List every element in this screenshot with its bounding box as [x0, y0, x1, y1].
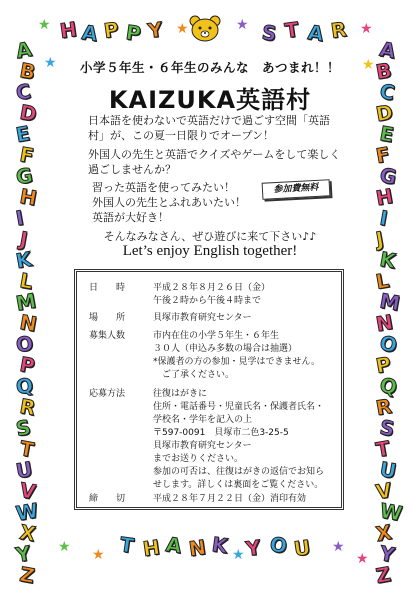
border-letter: A: [80, 20, 100, 46]
border-letter: Q: [14, 372, 35, 400]
border-letter: A: [14, 36, 34, 64]
star-icon: ★: [232, 547, 245, 563]
border-letter: C: [14, 78, 33, 106]
border-letter: N: [187, 534, 208, 562]
border-letter: Y: [378, 540, 397, 568]
border-letter: V: [374, 477, 394, 505]
invitation-text: そんなみなさん、ぜひ遊びに来て下さい♪♪: [103, 230, 317, 243]
border-letter: T: [18, 435, 36, 463]
border-letter: D: [18, 99, 39, 127]
border-letter: G: [378, 162, 399, 190]
border-letter: L: [18, 268, 35, 294]
star-icon: ★: [332, 539, 345, 555]
info-line: 午後２時から午後４時まで: [153, 296, 262, 306]
border-letter: K: [210, 532, 230, 558]
info-line: 往復はがきに: [153, 389, 208, 399]
info-line: 平成２８年８月２６日（金）: [153, 283, 271, 293]
star-icon: ★: [92, 547, 105, 563]
info-label: 応募方法: [89, 389, 126, 399]
border-letter: U: [292, 534, 312, 562]
border-letter: W: [14, 498, 40, 526]
border-letter: O: [14, 330, 35, 358]
border-letter: H: [374, 183, 395, 211]
border-letter: U: [14, 456, 35, 484]
info-line: 市内在住の小学５年生・６年生: [153, 331, 280, 341]
info-line: 〒597-0091 貝塚市二色3-25-5: [153, 428, 289, 438]
border-letter: Q: [378, 372, 399, 400]
border-letter: Y: [244, 535, 263, 561]
border-letter: C: [378, 78, 397, 106]
info-line: *保護者の方の参加・見学はできません。: [153, 357, 321, 367]
bear-face-icon: [188, 14, 222, 42]
star-icon: ★: [58, 539, 71, 555]
bullet-list: [92, 180, 246, 225]
border-letter: R: [329, 17, 349, 43]
border-letter: F: [18, 141, 36, 169]
border-letter: T: [374, 435, 392, 463]
border-letter: A: [378, 36, 398, 64]
info-line: 平成２８年７月２２日（金）消印有効: [153, 494, 307, 504]
border-letter: N: [374, 309, 395, 337]
border-letter: P: [124, 20, 143, 46]
border-letter: H: [141, 534, 162, 562]
info-label: 募集人数: [89, 331, 126, 341]
border-letter: S: [14, 414, 33, 442]
subtitle: 小学５年生・６年生のみんな あつまれ！！: [79, 60, 340, 75]
info-line: までお送りください。: [153, 454, 244, 464]
info-line: ご了承ください。: [153, 370, 235, 380]
border-letter: N: [18, 309, 39, 337]
info-value: [153, 330, 345, 382]
star-icon: ★: [38, 17, 51, 33]
star-icon: ★: [356, 551, 369, 567]
info-label: 場 所: [89, 313, 126, 323]
border-letter: V: [18, 477, 38, 505]
border-letter: L: [374, 268, 391, 294]
border-letter: X: [18, 519, 38, 547]
border-letter: S: [260, 20, 279, 46]
border-letter: O: [268, 531, 289, 559]
info-line: 住所・電話番号・児童氏名・保護者氏名・: [153, 402, 325, 412]
intro-paragraph-2: 外国人の先生と英語でクイズやゲームをして楽しく過ごしませんか？: [88, 148, 341, 176]
border-letter: E: [14, 120, 32, 148]
border-letter: H: [58, 16, 79, 44]
border-letter: H: [18, 183, 39, 211]
border-letter: Y: [14, 540, 33, 568]
border-letter: Z: [374, 561, 393, 589]
bullet-item: 習った英語を使ってみたい！: [92, 181, 235, 194]
star-icon: ★: [362, 57, 375, 73]
info-value: [153, 493, 345, 506]
border-letter: P: [18, 351, 37, 379]
border-letter: A: [306, 20, 326, 46]
border-letter: O: [378, 330, 399, 358]
info-label: 日 時: [89, 283, 126, 293]
info-label: 締 切: [89, 494, 126, 504]
info-box: [74, 269, 344, 510]
free-badge: 参加費無料: [262, 179, 331, 200]
info-line: 学校名・学年を記入の上: [153, 415, 253, 425]
info-value: [153, 312, 345, 325]
border-letter: T: [283, 17, 301, 43]
border-letter: S: [378, 414, 397, 442]
border-letter: M: [14, 288, 38, 316]
border-letter: K: [14, 246, 34, 274]
star-icon: ★: [176, 21, 189, 37]
border-letter: X: [374, 519, 394, 547]
star-icon: ★: [236, 17, 249, 33]
info-line: 貝塚市教育研究センター: [153, 313, 252, 323]
border-letter: R: [374, 393, 394, 421]
border-letter: I: [377, 205, 390, 231]
border-letter: P: [102, 17, 121, 43]
border-letter: E: [378, 120, 396, 148]
star-icon: ★: [360, 21, 373, 37]
star-icon: ★: [44, 55, 57, 71]
border-letter: P: [374, 351, 393, 379]
info-line: ３０人（申込み多数の場合は抽選）: [153, 344, 298, 354]
border-letter: K: [378, 246, 398, 274]
bullet-item: 英語が大好き！: [92, 211, 169, 224]
border-letter: Y: [146, 17, 165, 43]
info-line: 貝塚市教育研究センター: [153, 441, 252, 451]
border-letter: U: [378, 456, 399, 484]
page-title: KAIZUKA英語村: [108, 86, 312, 114]
border-letter: B: [374, 57, 394, 85]
info-line: せします。詳しくは裏面をご覧ください。: [153, 480, 324, 490]
info-line: 参加の可否は、往復はがきの返信でお知ら: [153, 467, 325, 477]
border-letter: J: [17, 226, 30, 252]
border-letter: M: [378, 288, 402, 316]
border-letter: D: [374, 99, 395, 127]
border-letter: B: [18, 57, 38, 85]
intro-paragraph-1: 日本語を使わないで英語だけで過ごす空間「英語村」が、この夏一日限りでオープン！: [88, 114, 330, 142]
border-letter: W: [378, 498, 404, 526]
border-letter: J: [373, 226, 386, 252]
border-letter: A: [164, 532, 184, 558]
info-value: [153, 282, 345, 308]
bullet-item: 外国人の先生とふれあいたい！: [92, 196, 246, 209]
border-letter: F: [374, 141, 392, 169]
border-letter: I: [13, 205, 26, 231]
border-letter: G: [14, 162, 35, 190]
border-letter: R: [18, 393, 38, 421]
info-value: [153, 388, 345, 492]
border-letter: Z: [18, 561, 37, 589]
slogan: Let’s enjoy English together!: [122, 243, 298, 259]
border-letter: T: [118, 532, 136, 558]
